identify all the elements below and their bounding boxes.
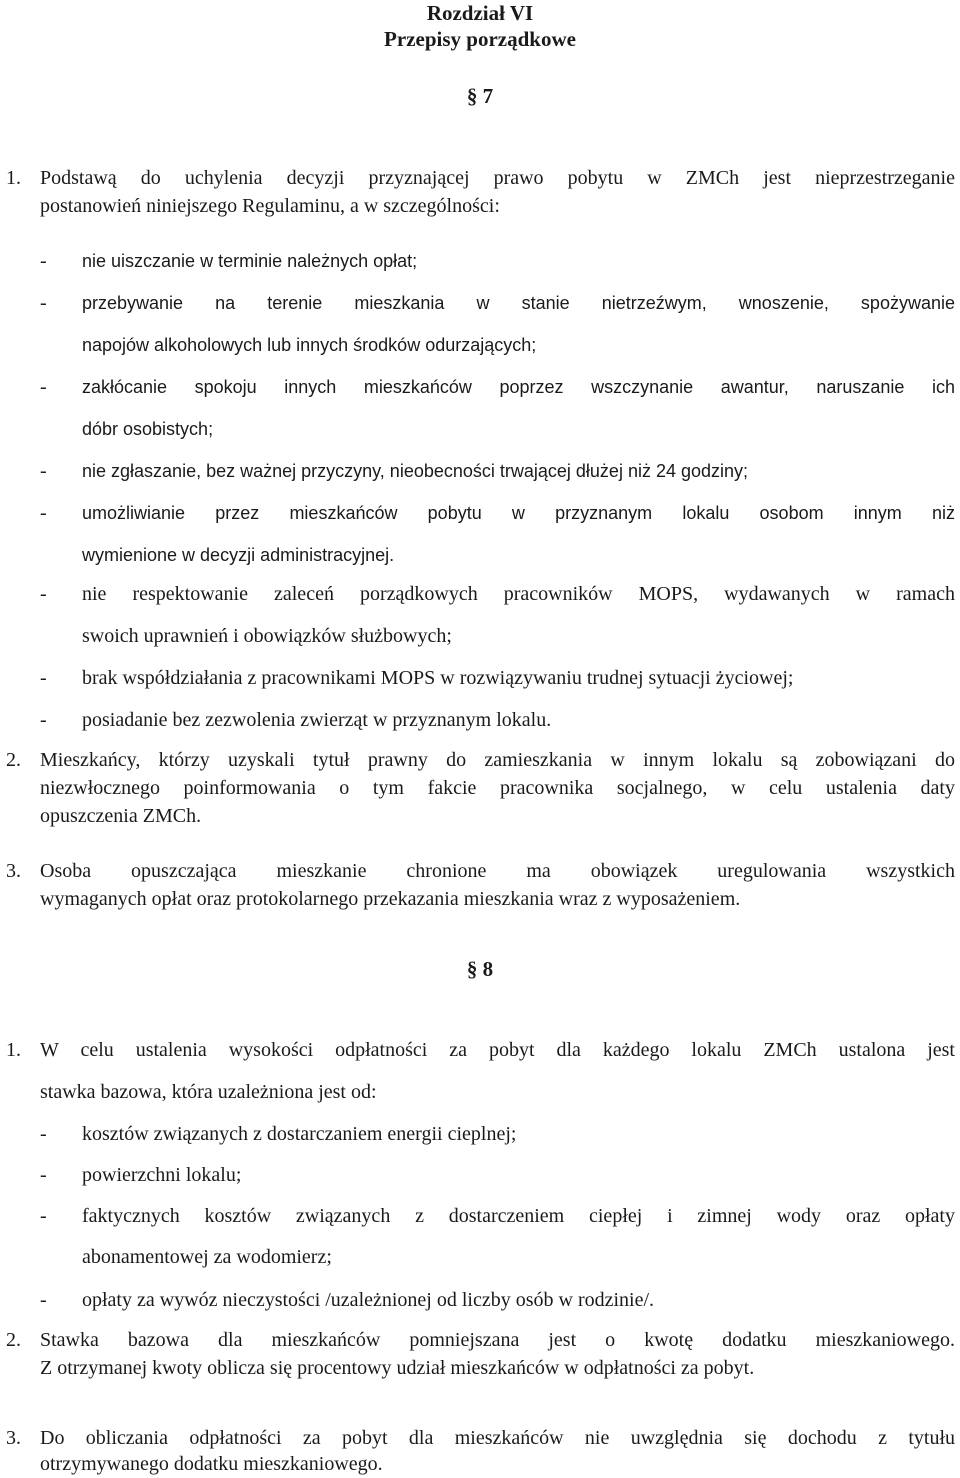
- list-item-7-1-4: nie zgłaszanie, bez ważnej przyczyny, nieobecności trwającej dłużej niż 24 godziny;: [82, 461, 749, 481]
- list-item-7-1-7: brak współdziałania z pracownikami MOPS w rozwiązywaniu trudnej sytuacji życiowej;: [82, 667, 794, 689]
- list-item-8-1-3-line-2: abonamentowej za wodomierz;: [82, 1246, 332, 1268]
- list-item-8-1-1: kosztów związanych z dostarczaniem energii cieplnej;: [82, 1123, 517, 1145]
- list-item-7-1-2-line-2: napojów alkoholowych lub innych środków odurzających;: [82, 335, 537, 355]
- list-dash: -: [40, 1289, 47, 1311]
- para-7-1-number: 1.: [6, 167, 21, 189]
- list-item-7-1-3-line-1: zakłócanie spokoju innych mieszkańców poprzez wszczynanie awantur, naruszanie ich: [82, 377, 955, 397]
- para-7-3-number: 3.: [6, 860, 21, 882]
- list-dash: -: [40, 583, 47, 605]
- chapter-subtitle: Przepisy porządkowe: [384, 27, 576, 51]
- para-8-1-line-2: stawka bazowa, która uzależniona jest od:: [40, 1081, 377, 1103]
- list-item-8-1-4: opłaty za wywóz nieczystości /uzależnionej od liczby osób w rodzinie/.: [82, 1289, 655, 1311]
- chapter-title: Rozdział VI: [426, 1, 534, 25]
- list-item-7-1-2-line-1: przebywanie na terenie mieszkania w stanie nietrzeźwym, wnoszenie, spożywanie: [82, 293, 955, 313]
- para-8-1-number: 1.: [6, 1039, 21, 1061]
- para-8-1-line-1: W celu ustalenia wysokości odpłatności za pobyt dla każdego lokalu ZMCh ustalona jest: [40, 1039, 955, 1061]
- list-dash: -: [40, 502, 47, 524]
- list-dash: -: [40, 250, 47, 272]
- section-8-number: 8: [482, 957, 494, 981]
- list-dash: -: [40, 709, 47, 731]
- list-dash: -: [40, 1205, 47, 1227]
- para-7-2-line-1: Mieszkańcy, którzy uzyskali tytuł prawny do zamieszkania w innym lokalu są zobowiązani do: [40, 749, 955, 771]
- para-7-3-line-2: wymaganych opłat oraz protokolarnego przekazania mieszkania wraz z wyposażeniem.: [40, 888, 741, 910]
- list-dash: -: [40, 667, 47, 689]
- list-item-7-1-5-line-1: umożliwianie przez mieszkańców pobytu w przyznanym lokalu osobom innym niż: [82, 503, 955, 523]
- para-8-2-line-2: Z otrzymanej kwoty oblicza się procentowy udział mieszkańców w odpłatności za pobyt.: [40, 1357, 755, 1379]
- list-dash: -: [40, 1164, 47, 1186]
- section-7-number: 7: [482, 84, 494, 108]
- list-item-7-1-5-line-2: wymienione w decyzji administracyjnej.: [82, 545, 395, 565]
- para-8-2-line-1: Stawka bazowa dla mieszkańców pomniejszana jest o kwotę dodatku mieszkaniowego.: [40, 1329, 955, 1351]
- list-dash: -: [40, 376, 47, 398]
- list-item-7-1-6-line-1: nie respektowanie zaleceń porządkowych pracowników MOPS, wydawanych w ramach: [82, 583, 955, 605]
- para-7-1-line-2: postanowień niniejszego Regulaminu, a w szczególności:: [40, 195, 500, 217]
- section-7-heading: [0, 83, 960, 109]
- list-item-7-1-8: posiadanie bez zezwolenia zwierząt w przyznanym lokalu.: [82, 709, 552, 731]
- para-8-3-line-2: otrzymywanego dodatku mieszkaniowego.: [40, 1453, 383, 1475]
- para-8-3-number: 3.: [6, 1427, 21, 1449]
- list-item-8-1-2: powierzchni lokalu;: [82, 1164, 242, 1186]
- list-item-7-1-1: nie uiszczanie w terminie należnych opłat;: [82, 251, 418, 271]
- list-dash: -: [40, 292, 47, 314]
- list-item-7-1-3-line-2: dóbr osobistych;: [82, 419, 214, 439]
- list-item-8-1-3-line-1: faktycznych kosztów związanych z dostarczeniem ciepłej i zimnej wody oraz opłaty: [82, 1205, 955, 1227]
- list-dash: -: [40, 460, 47, 482]
- section-symbol-icon: §: [466, 84, 478, 108]
- para-8-3-line-1: Do obliczania odpłatności za pobyt dla mieszkańców nie uwzględnia się dochodu z tytułu: [40, 1427, 955, 1449]
- para-7-2-line-2: niezwłocznego poinformowania o tym fakcie pracownika socjalnego, w celu ustalenia daty: [40, 777, 955, 799]
- para-7-2-line-3: opuszczenia ZMCh.: [40, 805, 202, 827]
- para-7-1-line-1: Podstawą do uchylenia decyzji przyznającej prawo pobytu w ZMCh jest nieprzestrzeganie: [40, 167, 955, 189]
- section-8-heading: [0, 956, 960, 982]
- para-7-3-line-1: Osoba opuszczająca mieszkanie chronione ma obowiązek uregulowania wszystkich: [40, 860, 955, 882]
- para-7-2-number: 2.: [6, 749, 21, 771]
- para-8-2-number: 2.: [6, 1329, 21, 1351]
- section-symbol-icon: §: [466, 957, 478, 981]
- list-item-7-1-6-line-2: swoich uprawnień i obowiązków służbowych;: [82, 625, 452, 647]
- list-dash: -: [40, 1123, 47, 1145]
